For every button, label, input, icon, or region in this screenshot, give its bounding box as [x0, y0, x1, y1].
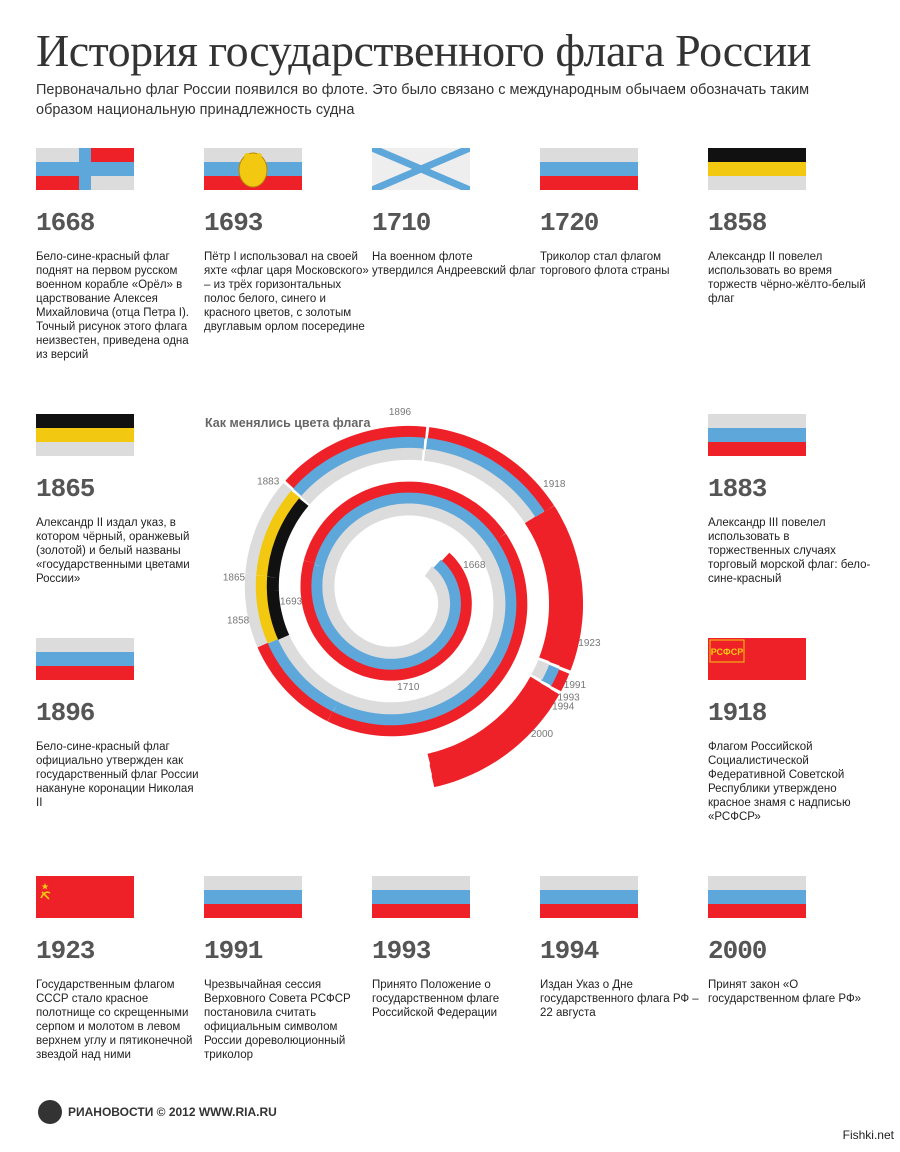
card-description: На военном флоте утвердился Андреевский флаг — [372, 251, 536, 277]
spiral-year-label: 1858 — [226, 615, 250, 627]
timeline-card — [36, 414, 201, 586]
card-description: Триколор стал флагом торгового флота страны — [540, 251, 670, 277]
card-description: Чрезвычайная сессия Верховного Совета РСФСР постановила считать официальным символом России дореволюционный триколор — [204, 979, 351, 1061]
timeline-card — [36, 148, 201, 362]
ria-logo — [38, 1100, 277, 1124]
st-andrew-cross-icon — [372, 148, 470, 190]
timeline-card — [540, 148, 705, 278]
tricolor-icon — [540, 148, 638, 190]
spiral-year-label: 1668 — [463, 559, 486, 571]
card-year: 1693 — [204, 208, 263, 238]
ussr-flag-icon — [36, 876, 134, 918]
timeline-card — [708, 148, 873, 306]
tricolor-icon — [36, 638, 134, 680]
card-year: 1858 — [708, 208, 767, 238]
spiral-band — [537, 662, 544, 677]
timeline-card — [204, 148, 369, 334]
spiral-year-label: 1883 — [257, 476, 280, 488]
rsfsr-flag-icon — [708, 638, 806, 680]
white-blue-red-cross-icon — [36, 148, 134, 190]
spiral-band — [328, 570, 444, 653]
spiral-year-label: 1993 — [557, 692, 580, 704]
footer-credit: РИАНОВОСТИ © 2012 WWW.RIA.RU — [68, 1105, 277, 1119]
card-year: 1994 — [540, 936, 599, 966]
card-year: 1918 — [708, 698, 767, 728]
card-description: Александр II издал указ, в котором чёрный, оранжевый (золотой) и белый названы «государственными цветами России» — [36, 517, 190, 585]
tricolor-icon — [204, 876, 302, 918]
watermark: Fishki.net — [842, 1128, 894, 1142]
timeline-card — [540, 876, 705, 1020]
spiral-year-label: 1865 — [222, 572, 246, 584]
tricolor-icon — [708, 876, 806, 918]
card-description: Издан Указ о Дне государственного флага РФ – 22 августа — [540, 979, 699, 1019]
tricolor-eagle-icon — [204, 148, 302, 190]
spiral-year-label: 1923 — [578, 637, 601, 649]
timeline-card — [708, 414, 873, 586]
timeline-card — [372, 876, 537, 1020]
tricolor-icon — [372, 876, 470, 918]
timeline-card — [708, 876, 873, 1006]
timeline-card — [36, 876, 201, 1062]
card-year: 1883 — [708, 474, 767, 504]
card-description: Александр II повелел использовать во время торжеств чёрно-жёлто-белый флаг — [708, 251, 866, 305]
spiral-year-label: 1991 — [563, 680, 587, 691]
tricolor-icon — [540, 876, 638, 918]
card-description: Принято Положение о государственном флаге Российской Федерации — [372, 979, 500, 1019]
card-description: Бело-сине-красный флаг поднят на первом русском военном корабле «Орёл» в царствование Алексея Михайловича (отца Петра I). Точный рисунок этого флага неизвестен, приведена одна из версий — [36, 251, 189, 361]
card-year: 1991 — [204, 936, 263, 966]
card-description: Государственным флагом СССР стало красное полотнище со скрещенными серпом и молотом в левом верхнем углу и пятиконечной звездой над ними — [36, 979, 193, 1061]
card-description: Бело-сине-красный флаг официально утвержден как государственный флаг России накануне коронации Николая II — [36, 741, 199, 809]
card-year: 1720 — [540, 208, 599, 238]
spiral-year-label: 1710 — [397, 682, 420, 693]
page-subtitle: Первоначально флаг России появился во флоте. Это было связано с международным обычаем обозначать таким образом национальную принадлежность судна — [36, 82, 810, 118]
card-description: Принят закон «О государственном флаге РФ» — [708, 979, 862, 1005]
spiral-title: Как менялись цвета флага — [205, 416, 371, 430]
black-gold-white-icon — [708, 148, 806, 190]
timeline-card — [708, 638, 873, 824]
tricolor-icon — [708, 414, 806, 456]
spiral-year-label: 1994 — [552, 701, 575, 713]
timeline-card — [372, 148, 537, 278]
card-year: 1993 — [372, 936, 431, 966]
timeline-card — [204, 876, 369, 1062]
card-description: Флагом Российской Социалистической Федеративной Советской Республики утверждено красное знамя с надписью «РСФСР» — [708, 741, 851, 823]
card-description: Пётр I использовал на своей яхте «флаг царя Московского» – из трёх горизонтальных полос белого, синего и красного цветов, с золотым двуглавым орлом посередине — [204, 251, 369, 333]
card-year: 1865 — [36, 474, 95, 504]
card-year: 1896 — [36, 698, 95, 728]
spiral-year-label: 2000 — [530, 729, 554, 740]
card-description: Александр III повелел использовать в торжественных случаях торговый морской флаг: бело-сине-красный — [708, 517, 871, 585]
card-year: 1668 — [36, 208, 95, 238]
card-year: 2000 — [708, 936, 767, 966]
card-year: 1710 — [372, 208, 431, 238]
spiral-year-label: 1693 — [279, 596, 303, 608]
spiral-year-label: 1896 — [388, 407, 412, 419]
page-title: История государственного флага России — [36, 25, 811, 76]
svg-text:РСФСР: РСФСР — [710, 647, 744, 657]
timeline-card — [36, 638, 201, 810]
card-year: 1923 — [36, 936, 95, 966]
spiral-year-label: 1918 — [543, 479, 566, 490]
black-gold-white-icon — [36, 414, 134, 456]
ria-logo-icon — [38, 1100, 62, 1124]
